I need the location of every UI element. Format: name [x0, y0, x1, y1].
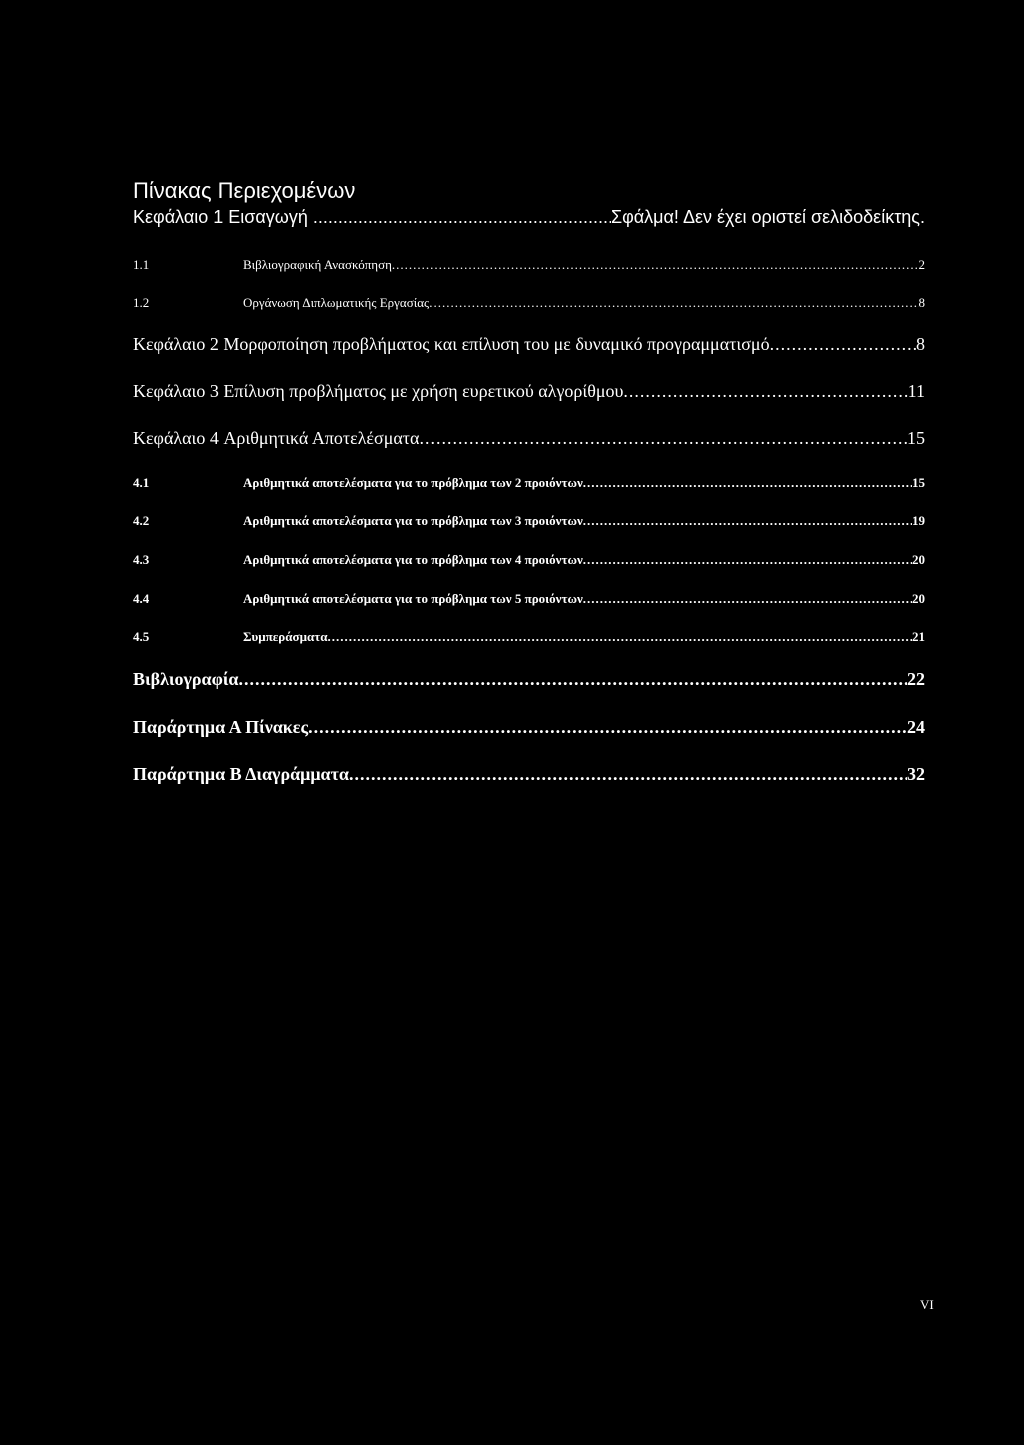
- toc-dot-leader: [623, 380, 907, 402]
- toc-dot-leader: [238, 668, 907, 690]
- toc-entry-number: Κεφάλαιο 2: [133, 334, 219, 354]
- toc-entry-number: 4.3: [133, 552, 150, 567]
- toc-entry-page: 15: [907, 428, 925, 448]
- toc-entry-page: 8: [918, 295, 925, 310]
- toc-entry-label: Αριθμητικά αποτελέσματα για το πρόβλημα των 4 προιόντων: [243, 552, 583, 567]
- toc-entry-number: Κεφάλαιο 4: [133, 428, 219, 448]
- toc-entry-label: Παράρτημα Α Πίνακες: [133, 717, 309, 737]
- toc-entry-label: Αριθμητικά αποτελέσματα για το πρόβλημα των 5 προιόντων: [243, 591, 583, 606]
- toc-entry-chapter-1[interactable]: [133, 206, 925, 228]
- toc-entry-page: 2: [918, 257, 925, 272]
- toc-entry-1-2[interactable]: [133, 295, 925, 311]
- toc-entry-page: 24: [907, 717, 925, 737]
- toc-entry-4-4[interactable]: [133, 591, 925, 607]
- toc-dot-leader: [308, 716, 907, 738]
- toc-entry-number: 4.4: [133, 591, 150, 606]
- toc-dot-leader: [313, 206, 611, 228]
- toc-entry-chapter-2[interactable]: [133, 333, 925, 355]
- toc-entry-label: Παράρτημα Β Διαγράμματα: [133, 764, 349, 784]
- toc-entry-label: Αριθμητικά αποτελέσματα για το πρόβλημα των 2 προιόντων: [243, 475, 583, 490]
- toc-entry-page: 20: [912, 591, 925, 606]
- toc-entry-number: Κεφάλαιο 3: [133, 381, 219, 401]
- toc-dot-leader: [429, 295, 918, 311]
- toc-entry-label: Μορφοποίηση προβλήματος και επίλυση του με δυναμικό προγραμματισμό: [223, 334, 770, 354]
- toc-entry-page: 19: [912, 513, 925, 528]
- toc-entry-4-5[interactable]: [133, 629, 925, 645]
- toc-entry-page: 15: [912, 475, 925, 490]
- toc-dot-leader: [392, 257, 919, 273]
- toc-entry-page: 11: [907, 381, 925, 401]
- toc-entry-label: Βιβλιογραφία: [133, 669, 239, 689]
- toc-entry-appendix-b[interactable]: [133, 763, 925, 785]
- toc-dot-leader: [583, 475, 912, 491]
- toc-entry-4-1[interactable]: [133, 475, 925, 491]
- toc-title: Πίνακας Περιεχομένων: [133, 178, 356, 203]
- toc-entry-label: Συμπεράσματα: [243, 629, 328, 644]
- toc-entry-page: 32: [907, 764, 925, 784]
- toc-entry-label: Οργάνωση Διπλωματικής Εργασίας: [243, 295, 430, 310]
- toc-entry-label: Βιβλιογραφική Ανασκόπηση: [243, 257, 392, 272]
- toc-entry-number: 4.5: [133, 629, 150, 644]
- toc-entry-chapter-3[interactable]: [133, 380, 925, 402]
- toc-entry-number: Κεφάλαιο 1: [133, 207, 224, 227]
- toc-dot-leader: [583, 591, 912, 607]
- toc-dot-leader: [419, 427, 907, 449]
- toc-entry-4-3[interactable]: [133, 552, 925, 568]
- toc-dot-leader: [583, 513, 912, 529]
- toc-entry-1-1[interactable]: [133, 257, 925, 273]
- toc-dot-leader: [770, 333, 916, 355]
- toc-entry-number: 4.1: [133, 475, 150, 490]
- toc-entry-page: 22: [907, 669, 925, 689]
- toc-entry-page: Σφάλμα! Δεν έχει οριστεί σελιδοδείκτης.: [610, 207, 925, 227]
- toc-entry-label: Αριθμητικά Αποτελέσματα: [223, 428, 420, 448]
- toc-entry-number: 1.1: [133, 257, 150, 272]
- toc-entry-label: Επίλυση προβλήματος με χρήση ευρετικού αλγορίθμου: [223, 381, 624, 401]
- toc-entry-appendix-a[interactable]: [133, 716, 925, 738]
- toc-entry-label: Εισαγωγή: [228, 207, 308, 227]
- toc-dot-leader: [583, 552, 912, 568]
- toc-entry-page: 8: [916, 334, 925, 354]
- page-number: VI: [920, 1297, 934, 1312]
- toc-entry-page: 21: [912, 629, 925, 644]
- toc-dot-leader: [349, 763, 907, 785]
- toc-entry-page: 20: [912, 552, 925, 567]
- toc-entry-4-2[interactable]: [133, 513, 925, 529]
- toc-entry-bibliography[interactable]: [133, 668, 925, 690]
- toc-entry-number: 1.2: [133, 295, 150, 310]
- toc-entry-number: 4.2: [133, 513, 150, 528]
- toc-dot-leader: [327, 629, 912, 645]
- toc-entry-chapter-4[interactable]: [133, 427, 925, 449]
- toc-entry-label: Αριθμητικά αποτελέσματα για το πρόβλημα των 3 προιόντων: [243, 513, 583, 528]
